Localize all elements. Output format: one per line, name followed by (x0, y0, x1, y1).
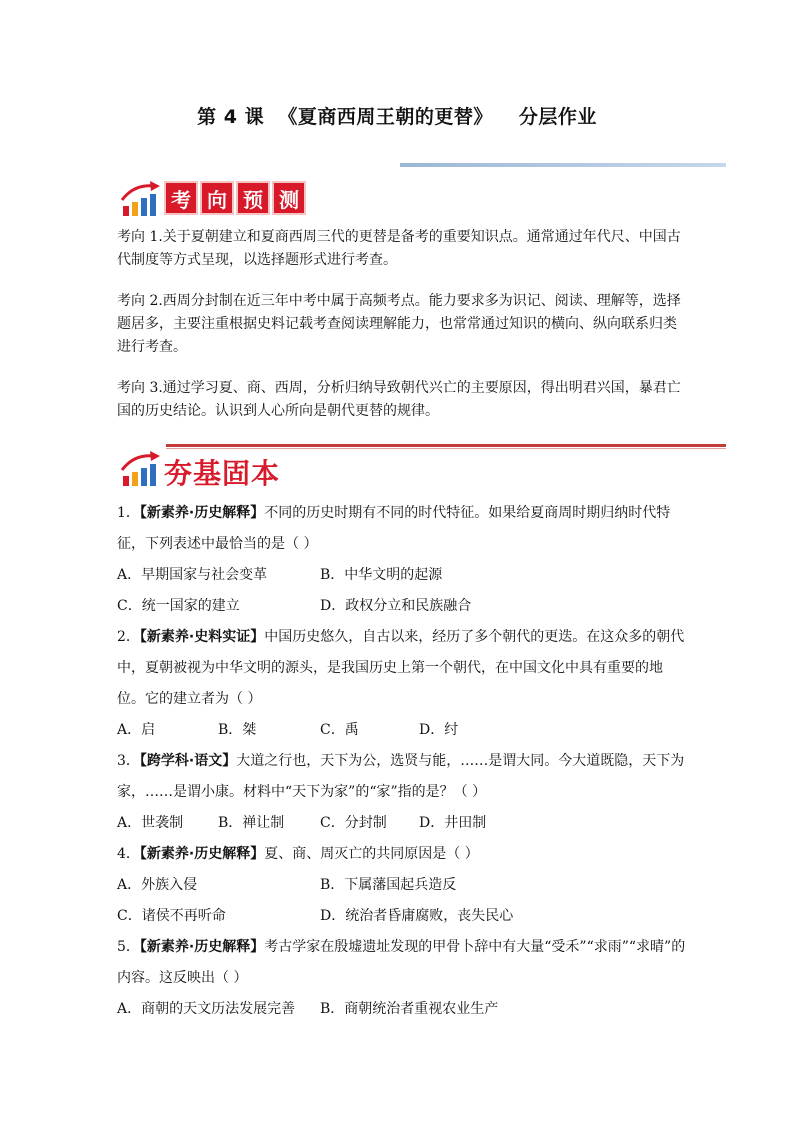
question-stem: 夏、商、周灭亡的共同原因是（ ） (264, 846, 479, 862)
q4-option-b: B．下属藩国起兵造反 (320, 877, 457, 893)
badge-char: 考 (164, 181, 198, 215)
question-stem: 不同的历史时期有不同的时代特征。如果给夏商周时期归纳时代特征，下列表述中最恰当的是（ ） (117, 505, 671, 552)
kaoxiang-2: 考向 2.西周分封制在近三年中考中属于高频考点。能力要求多为识记、阅读、理解等，选择题居多，主要注重根据史料记载考查阅读理解能力，也常常通过知识的横向、纵向联系归类进行考查。 (117, 293, 681, 355)
badge-char: 测 (272, 181, 306, 215)
question-tag: 【新素养·史料实证】 (139, 629, 265, 645)
title-underline (400, 163, 726, 167)
q3-option-c: C．分封制 (320, 815, 387, 831)
lesson-number: 第 4 课 (197, 106, 265, 128)
question-3 (117, 746, 687, 808)
question-tag: 【新素养·历史解释】 (139, 505, 265, 521)
bar-chart-icon (120, 450, 162, 490)
section-divider-thin (166, 448, 726, 449)
q5-option-b: B．商朝统治者重视农业生产 (320, 1001, 499, 1017)
question-number: 1． (117, 505, 140, 521)
question-number: 4． (117, 846, 140, 862)
question-1 (117, 498, 687, 560)
lesson-name: 《夏商西周王朝的更替》 (278, 106, 493, 128)
q1-option-b: B．中华文明的起源 (320, 567, 443, 583)
section-divider (166, 444, 726, 447)
question-5 (117, 932, 687, 994)
q2-option-c: C．禹 (320, 722, 359, 738)
q1-option-c: C．统一国家的建立 (117, 598, 240, 614)
q2-option-a: A．启 (117, 722, 156, 738)
kaoxiang-3: 考向 3.通过学习夏、商、西周，分析归纳导致朝代兴亡的主要原因，得出明君兴国，暴君亡国的历史结论。认识到人心所向是朝代更替的规律。 (117, 380, 681, 419)
question-number: 2． (117, 629, 140, 645)
question-4 (117, 839, 687, 870)
question-stem: 大道之行也，天下为公，选贤与能，……是谓大同。今大道既隐，天下为家，……是谓小康。材料中“天下为家”的“家”指的是？（ ） (117, 753, 685, 800)
question-stem: 中国历史悠久，自古以来，经历了多个朝代的更迭。在这众多的朝代中，夏朝被视为中华文明的源头，是我国历史上第一个朝代，在中国文化中具有重要的地位。它的建立者为（ ） (117, 629, 685, 707)
q2-option-b: B．桀 (218, 722, 257, 738)
q4-option-c: C．诸侯不再听命 (117, 908, 226, 924)
q3-option-a: A．世袭制 (117, 815, 184, 831)
q2-option-d: D．纣 (419, 722, 459, 738)
section-title-hangji: 夯基固本 (164, 457, 281, 490)
q4-option-a: A．外族入侵 (117, 877, 198, 893)
badge-char: 向 (200, 181, 234, 215)
q3-option-b: B．禅让制 (218, 815, 285, 831)
question-number: 3． (117, 753, 140, 769)
q1-option-d: D．政权分立和民族融合 (320, 598, 472, 614)
badge-char: 预 (236, 181, 270, 215)
question-tag: 【新素养·历史解释】 (139, 846, 265, 862)
q1-option-a: A．早期国家与社会变革 (117, 567, 268, 583)
question-tag: 【新素养·历史解释】 (139, 939, 265, 955)
q5-option-a: A．商朝的天文历法发展完善 (117, 1001, 296, 1017)
question-tag: 【跨学科·语文】 (139, 753, 237, 769)
title-suffix: 分层作业 (518, 106, 597, 128)
page-title (0, 102, 794, 129)
question-2 (117, 622, 687, 715)
bar-chart-icon (120, 178, 162, 218)
q3-option-d: D．井田制 (419, 815, 487, 831)
question-stem: 考古学家在殷墟遗址发现的甲骨卜辞中有大量“受禾”“求雨”“求晴”的内容。这反映出（ ） (117, 939, 686, 986)
kaoxiang-1: 考向 1.关于夏朝建立和夏商西周三代的更替是备考的重要知识点。通常通过年代尺、中国古代制度等方式呈现，以选择题形式进行考查。 (117, 229, 681, 268)
question-number: 5． (117, 939, 140, 955)
q4-option-d: D．统治者昏庸腐败，丧失民心 (320, 908, 514, 924)
